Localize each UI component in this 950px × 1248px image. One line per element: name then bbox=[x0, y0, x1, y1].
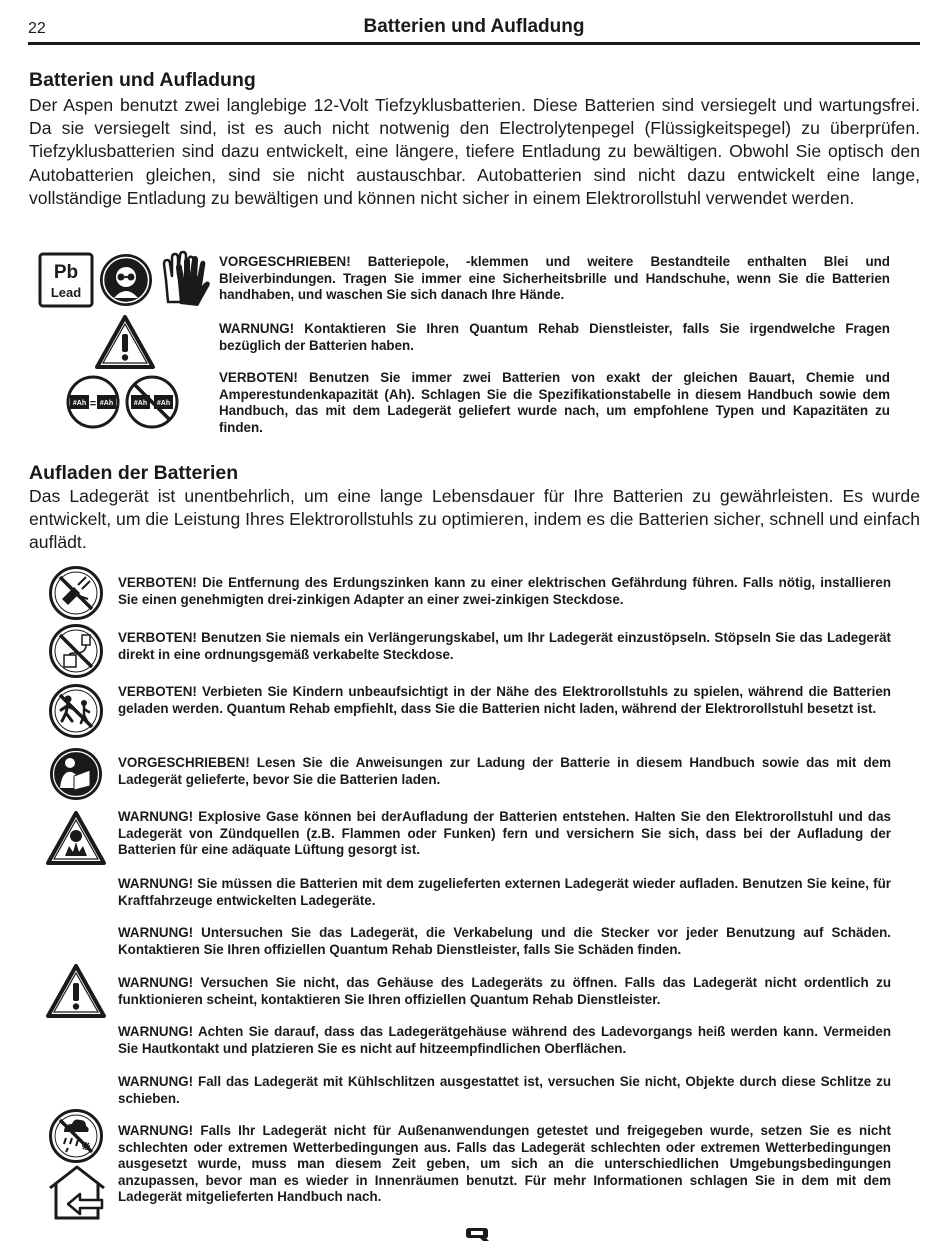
same-battery-icon bbox=[66, 375, 120, 429]
mixed-battery-prohibited-icon bbox=[125, 375, 179, 429]
svg-text:#Ah: #Ah bbox=[72, 400, 87, 407]
warning-extension-cord: VERBOTEN! Benutzen Sie niemals ein Verlängerungskabel, um Ihr Ladegerät einzustöpseln. Stöpseln Sie das Ladegerät direkt in eine ordnungsgemäß verkabelte Steckdose. bbox=[118, 630, 891, 662]
warning-explosive-gas: WARNUNG! Explosive Gase können bei derAufladung der Batterien entstehen. Halten Sie den Elektrorollstuhl und das Ladegerät von Zündquellen (z.B. Flammen oder Funken) fern und versichern Sie sich, dass bei der Aufladung der Batterien für eine adäquate Lüftung gesorgt ist. bbox=[118, 809, 891, 858]
lead-icon bbox=[38, 252, 94, 308]
svg-text:#Ah: #Ah bbox=[133, 400, 148, 407]
section-heading-charging: Aufladen der Batterien bbox=[29, 462, 239, 484]
warning-cooling-slots: WARNUNG! Fall das Ladegerät mit Kühlschlitzen ausgestattet ist, versuchen Sie nicht, Objekte durch diese Schlitze zu schieben. bbox=[118, 1074, 891, 1106]
no-weather-exposure-icon bbox=[48, 1108, 104, 1164]
page-number: 22 bbox=[28, 20, 46, 37]
warning-ground-prong: VERBOTEN! Die Entfernung des Erdungszinken kann zu einer elektrischen Gefährdung führen. Falls nötig, installieren Sie einen genehmigten drei-zinkigen Adapter an einer zwei-zinkigen Steckdose. bbox=[118, 575, 891, 607]
warning-hot-housing: WARNUNG! Achten Sie darauf, dass das Ladegerätgehäuse während des Ladevorgangs heiß werden kann. Vermeiden Sie Hautkontakt und platzieren Sie es nicht auf hitzeempfindlichen Oberflächen. bbox=[118, 1024, 891, 1056]
svg-text:#Ah: #Ah bbox=[99, 400, 114, 407]
explosive-gas-warning-icon bbox=[45, 810, 107, 866]
svg-text:#Ah: #Ah bbox=[156, 400, 171, 407]
svg-text:Pb: Pb bbox=[53, 262, 79, 283]
warning-weather: WARNUNG! Falls Ihr Ladegerät nicht für Außenanwendungen getestet und freigegeben wurde, setzen Sie es nicht schlechten oder extremen Wetterbedingungen aus. Falls das Ladegerät schlechten oder extremen Wetterbedingungen ausgesetzt wurde, muss man diesem Zeit geben, um sich an die unterschiedlichen Umgebungsbedingungen anzupassen, bevor man es wieder in Innenräumen benutzt. Für mehr Informationen schlagen Sie in dem mit dem Ladegerät mitgelieferten Handbuch nach. bbox=[118, 1123, 891, 1205]
no-children-icon bbox=[48, 683, 104, 739]
indoor-use-icon bbox=[46, 1164, 108, 1220]
gloves-icon bbox=[158, 250, 212, 308]
no-extension-cord-icon bbox=[48, 623, 104, 679]
warning-lead-mandatory: VORGESCHRIEBEN! Batteriepole, -klemmen und weitere Bestandteile enthalten Blei und Bleiverbindungen. Tragen Sie immer eine Sicherheitsbrille und Handschuhe, wenn Sie die Batterien handhaben, und waschen Sie sich danach Ihre Hände. bbox=[219, 254, 890, 303]
warning-supplied-charger: WARNUNG! Sie müssen die Batterien mit dem zugelieferten externen Ladegerät wieder aufladen. Benutzen Sie keine, für Kraftfahrzeuge entwickelten Ladegeräte. bbox=[118, 876, 891, 908]
section-body-charging: Das Ladegerät ist unentbehrlich, um eine lange Lebensdauer für Ihre Batterien zu gewährleisten. Es wurde entwickelt, um die Leistung Ihres Elektrorollstuhls zu optimieren, indem es die Batterien sicher, schnell und einfach auflädt. bbox=[29, 486, 920, 553]
page-header bbox=[28, 14, 920, 45]
read-manual-icon bbox=[48, 746, 104, 802]
section-heading-batteries: Batterien und Aufladung bbox=[29, 69, 256, 91]
quantum-logo-icon bbox=[464, 1226, 490, 1247]
no-ground-removal-icon bbox=[48, 565, 104, 621]
warning-children: VERBOTEN! Verbieten Sie Kindern unbeaufsichtigt in der Nähe des Elektrorollstuhls zu spielen, während die Batterien geladen werden. Quantum Rehab empfiehlt, dass Sie die Batterien nicht laden, während der Elektrorollstuhl besetzt ist. bbox=[118, 684, 891, 716]
section-body-batteries: Der Aspen benutzt zwei langlebige 12-Volt Tiefzyklusbatterien. Diese Batterien sind versiegelt und wartungsfrei. Da sie versiegelt sind, ist es auch nicht notwenig den Electrolytenpegel (Flüssigkeitspegel) zu überprüfen. Tiefzyklusbatterien sind dazu entwickelt, eine längere, tiefere Entladung zu bewältigen. Obwohl Sie optisch den Autobatterien gleichen, sind sie nicht austauschbar. Autobatterien sind nicht dazu entwickelt eine lange, vollständige Entladung zu bewältigen und können nicht sicher in einem Elektrorollstuhl verwendet werden. bbox=[29, 95, 920, 208]
warning-contact-dealer: WARNUNG! Kontaktieren Sie Ihren Quantum Rehab Dienstleister, falls Sie irgendwelche Fragen bezüglich der Batterien haben. bbox=[219, 321, 890, 353]
svg-text:=: = bbox=[89, 398, 97, 410]
warning-same-batteries: VERBOTEN! Benutzen Sie immer zwei Batterien von exakt der gleichen Bauart, Chemie und Amperestundenkapazität (Ah). Schlagen Sie die Spezifikationstabelle in diesem Handbuch sowie dem Handbuch, das mit dem Ladegerät geliefert wurde nach, um empfohlene Typen und Kapazitäten zu finden. bbox=[219, 370, 890, 435]
safety-goggles-icon bbox=[98, 252, 154, 308]
warning-triangle-icon bbox=[45, 963, 107, 1019]
header-title: Batterien und Aufladung bbox=[363, 16, 585, 37]
warning-triangle-icon bbox=[94, 314, 156, 370]
warning-inspect-charger: WARNUNG! Untersuchen Sie das Ladegerät, die Verkabelung und die Stecker vor jeder Benutzung auf Schäden. Kontaktieren Sie Ihren offiziellen Quantum Rehab Dienstleister, falls Sie Schäden finden. bbox=[118, 925, 891, 957]
svg-text:Lead: Lead bbox=[50, 285, 82, 300]
warning-read-instructions: VORGESCHRIEBEN! Lesen Sie die Anweisungen zur Ladung der Batterie in diesem Handbuch sowie das mit dem Ladegerät gelieferte, bevor Sie die Batterien laden. bbox=[118, 755, 891, 787]
warning-do-not-open: WARNUNG! Versuchen Sie nicht, das Gehäuse des Ladegeräts zu öffnen. Falls das Ladegerät nicht ordentlich zu funktionieren scheint, kontaktieren Sie Ihren offiziellen Quantum Rehab Dienstleister. bbox=[118, 975, 891, 1007]
